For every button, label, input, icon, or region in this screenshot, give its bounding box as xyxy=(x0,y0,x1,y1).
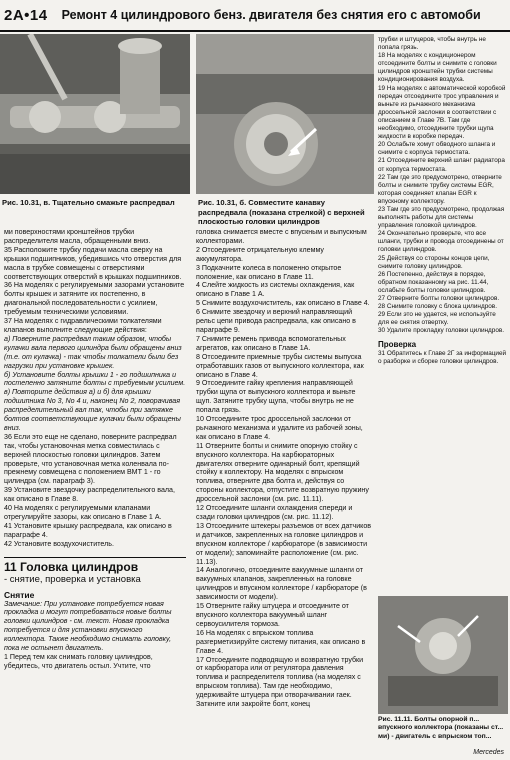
paragraph: головка снимается вместе с впускным и выпускным коллекторами. xyxy=(196,228,367,245)
manifold-photo-drawing xyxy=(378,596,508,714)
paragraph: 25 Действуя со стороны концов цепи, снимите головку цилиндров. xyxy=(378,254,490,270)
paragraph: 30 Удалите прокладку головки цилиндров. xyxy=(378,327,505,335)
paragraph: 20 Ослабьте хомут обводного шланга и снимите с корпуса термостата. xyxy=(378,141,496,157)
paragraph: 36 Если это еще не сделано, поверните распредвал так, чтобы установочная метка совместилась с верхней плоскостью головки цилиндров. Затем проверьте, что установочная метка коленвала по-прежнему совмещена с положением ВМТ 1 - го цилиндра (см. параграф 3). xyxy=(4,432,177,486)
paragraph: 6 Снимите звездочку и верхний направляющий рельс цепи привода распредвала, как описано в параграфе 9. xyxy=(196,308,356,334)
section-title: 11 Головка цилиндров xyxy=(4,559,139,574)
figure-caption-1: Рис. 10.31, в. Тщательно смажьте распредвал xyxy=(2,198,175,207)
paragraph: трубки и штуцеров, чтобы внутрь не попала грязь. xyxy=(378,36,486,52)
groove-photo-drawing xyxy=(196,34,374,194)
check-heading: Проверка xyxy=(378,340,417,350)
paragraph: 17 Отсоедините подводящую и возвратную трубки от карбюратора или от регулятора давления топлива и распределителя топлива (на моделях с впрыском топлива). Там где необходимо, удерживайте штуцера при отворачивании гаек. Заткните или закройте болт, конец xyxy=(196,655,364,709)
removal-heading: Снятие xyxy=(4,589,35,600)
paragraph: 5 Снимите воздухочиститель, как описано в Главе 4. xyxy=(196,299,370,308)
paragraph: 8 Отсоедините приемные трубы системы выпуска отработавших газов от выпускного коллектора, как описано в Главе 4. xyxy=(196,352,364,379)
paragraph: б) Установите болты крышки 1 - го подшипника и постепенно затяните болты с требуемым усилием. xyxy=(4,370,186,388)
paragraph: 26 Постепенно, действуя в порядке, обратном показанному на рис. 11.44, ослабьте болты головки цилиндров. xyxy=(378,270,489,294)
paragraph: 27 Отверните болты головки цилиндров. xyxy=(378,295,500,302)
removal-note: Замечание: При установке потребуется новая прокладка и могут потребоваться новые болты головки цилиндров - см. текст. Новая прокладка потребуется и для установки впускного коллектора. Также необходимо снимать головку, пока не остынет двигатель. xyxy=(4,599,172,653)
figure-photo-camshaft-lubrication xyxy=(0,34,190,194)
paragraph: 28 Снимите головку с блока цилиндров. xyxy=(378,303,497,311)
paragraph: 3 Подкачните колеса в положенно открытое положение, как описано в Главе 11. xyxy=(196,263,342,281)
page-header xyxy=(0,0,510,32)
paragraph: 29 Если это не удается, не используйте для ее снятия отвертку. xyxy=(378,311,496,327)
paragraph: 13 Отсоедините штекеры разъемов от всех датчиков и датчиков, закрепленных на головке цилиндров и впускном коллекторе / карбюраторе (в зависимости от модели); запоминайте расположение (см. рис. 11.13). xyxy=(196,521,372,566)
paragraph: 4 Слейте жидкость из системы охлаждения, как описано в Главе 1 А. xyxy=(196,281,355,299)
paragraph: 22 Там где это предусмотрено, отверните болты и снимите трубку системы EGR, которая соединяет клапан EGR к впускному коллектору. xyxy=(378,173,502,205)
paragraph: 21 Отсоедините верхний шланг радиатора от корпуса термостата. xyxy=(378,157,505,173)
paragraph: 42 Установите воздухочиститель. xyxy=(4,539,114,548)
paragraph: 39 Установите звездочку распределительного вала, как описано в Главе 8. xyxy=(4,486,175,504)
paragraph: 12 Отсоедините шланги охлаждения спереди и сзади головки цилиндров (см. рис. 11.12). xyxy=(196,504,353,521)
paragraph: 15 Отверните гайку штуцера и отсоедините от впускного коллектора вакуумный шланг сервоусилителя тормоза. xyxy=(196,602,349,628)
paragraph: 36 На моделях с регулируемыми зазорами установите болты крышек и затяните их постепенно, в диагональной последовательности с усилием, требуемым техническими условиями. xyxy=(4,281,185,317)
paragraph: ми поверхностями кронштейнов трубки распределителя масла, обращенными вниз. xyxy=(4,228,151,245)
paragraph: 35 Расположите трубку подачи масла сверху на крышки подшипников, убедившись что отверстия для масла в трубке совмещены с отверстиями соответствующих отверстий в крышках подшипников. xyxy=(4,245,182,281)
paragraph: 16 На моделях с впрыском топлива разгерметизируйте систему питания, как описано в Главе 4. xyxy=(196,628,366,655)
paragraph: 41 Установите крышку распредвала, как описано в параграфе 4. xyxy=(4,521,172,539)
paragraph: 9 Отсоедините гайку крепления направляющей трубки щупа от выпускного коллектора и выньте щуп. Затяните трубку щупа, чтобы внутрь не не попала грязь. xyxy=(196,379,356,415)
paragraph: 24 Окончательно проверьте, что все шланги, трубки и провода отсоединены от головки цилиндров. xyxy=(378,230,504,254)
page-number: 2A•14 xyxy=(4,6,48,24)
paragraph: 10 Отсоедините трос дроссельной заслонки от рычажного механизма и удалите из рабочей зоны, как описано в Главе 4. xyxy=(196,415,363,441)
paragraph: 19 На моделях с автоматической коробкой передач отсоедините трос управления и выньте из рычажного механизма дроссельной заслонки в соответствии с описанием в Главе 7В. Там где необходимо, отсоедините трубки щупа жидкости в коробке передач. xyxy=(378,84,506,141)
paragraph: в) Повторите действия а) и б) для крышки подшипника No 3, No 4 и, наконец No 2, поворачивая распределительный вал так, чтобы при затяжке болтов соответствующие кулачки были обращены вниз. xyxy=(4,388,181,432)
paragraph: 18 На моделях с кондиционером отсоедините болты и снимите с головки цилиндров кронштейн трубки системы кондиционирования воздуха. xyxy=(378,52,497,84)
paragraph: а) Поверните распредвал таким образом, чтобы кулачки вала первого цилиндра были обращены вниз (т.е. от кулачка) - так чтобы толкатели были без нагрузки при установке крышек. xyxy=(4,334,182,370)
figure-photo-camshaft-groove xyxy=(196,34,374,194)
right-text-column xyxy=(378,36,508,366)
paragraph: 14 Аналогично, отсоедините вакуумные шланги от вакуумных клапанов, закрепленных на головке цилиндров и впускном коллекторе / карбюраторе (в зависимости от модели). xyxy=(196,566,367,602)
paragraph: 31 Обратитесь к Главе 2Г за информацией о разборке и сборке головки цилиндров. xyxy=(378,349,507,365)
paragraph: 2 Отсоедините отрицательную клемму аккумулятора. xyxy=(196,245,324,263)
section-subtitle: - снятие, проверка и установка xyxy=(4,573,141,585)
paragraph: 1 Перед тем как снимать головку цилиндров, убедитесь, что двигатель остыл. Учтите, что xyxy=(4,652,153,670)
camshaft-photo-drawing xyxy=(0,34,190,194)
figure-photo-intake-manifold-bolts xyxy=(378,596,508,714)
left-text-column xyxy=(4,228,186,671)
running-title: Ремонт 4 цилиндрового бенз. двигателя без снятия его с автомоби xyxy=(61,8,481,22)
section-11-header xyxy=(4,557,186,585)
middle-text-column xyxy=(196,228,372,709)
figure-caption-2: Рис. 10.31, б. Совместите канавку распредвала (показана стрелкой) с верхней плоскостью головки цилиндров xyxy=(198,198,365,227)
paragraph: 37 На моделях с гидравлическими толкателями клапанов выполните следующие действия: xyxy=(4,317,162,334)
page-footer: Mercedes xyxy=(473,749,504,756)
paragraph: 40 На моделях с регулируемыми клапанами отрегулируйте зазоры, как описано в Главе 1 А. xyxy=(4,504,162,521)
paragraph: 23 Там где это предусмотрено, продолжая выполнять работы для системы управления головкой цилиндров. xyxy=(378,205,505,230)
figure-caption-3: Рис. 11.11. Болты опорной п... впускного коллектора (показаны ст... ми) - двигатель с впрыском топ... xyxy=(378,716,504,740)
paragraph: 7 Снимите ремень привода вспомогательных агрегатов, как описано в Главе 1А. xyxy=(196,334,346,352)
paragraph: 11 Отверните болты и снимите опорную стойку с впускного коллектора. На карбюраторных двигателях отверните одинарный болт, крепящий стойку к коллектору. На моделях с впрыском топлива, отверните два болта и, действуя со стороны коллектора, отпустите возвратную пружину дроссельной заслонки (см. рис. 11.11). xyxy=(196,441,369,504)
